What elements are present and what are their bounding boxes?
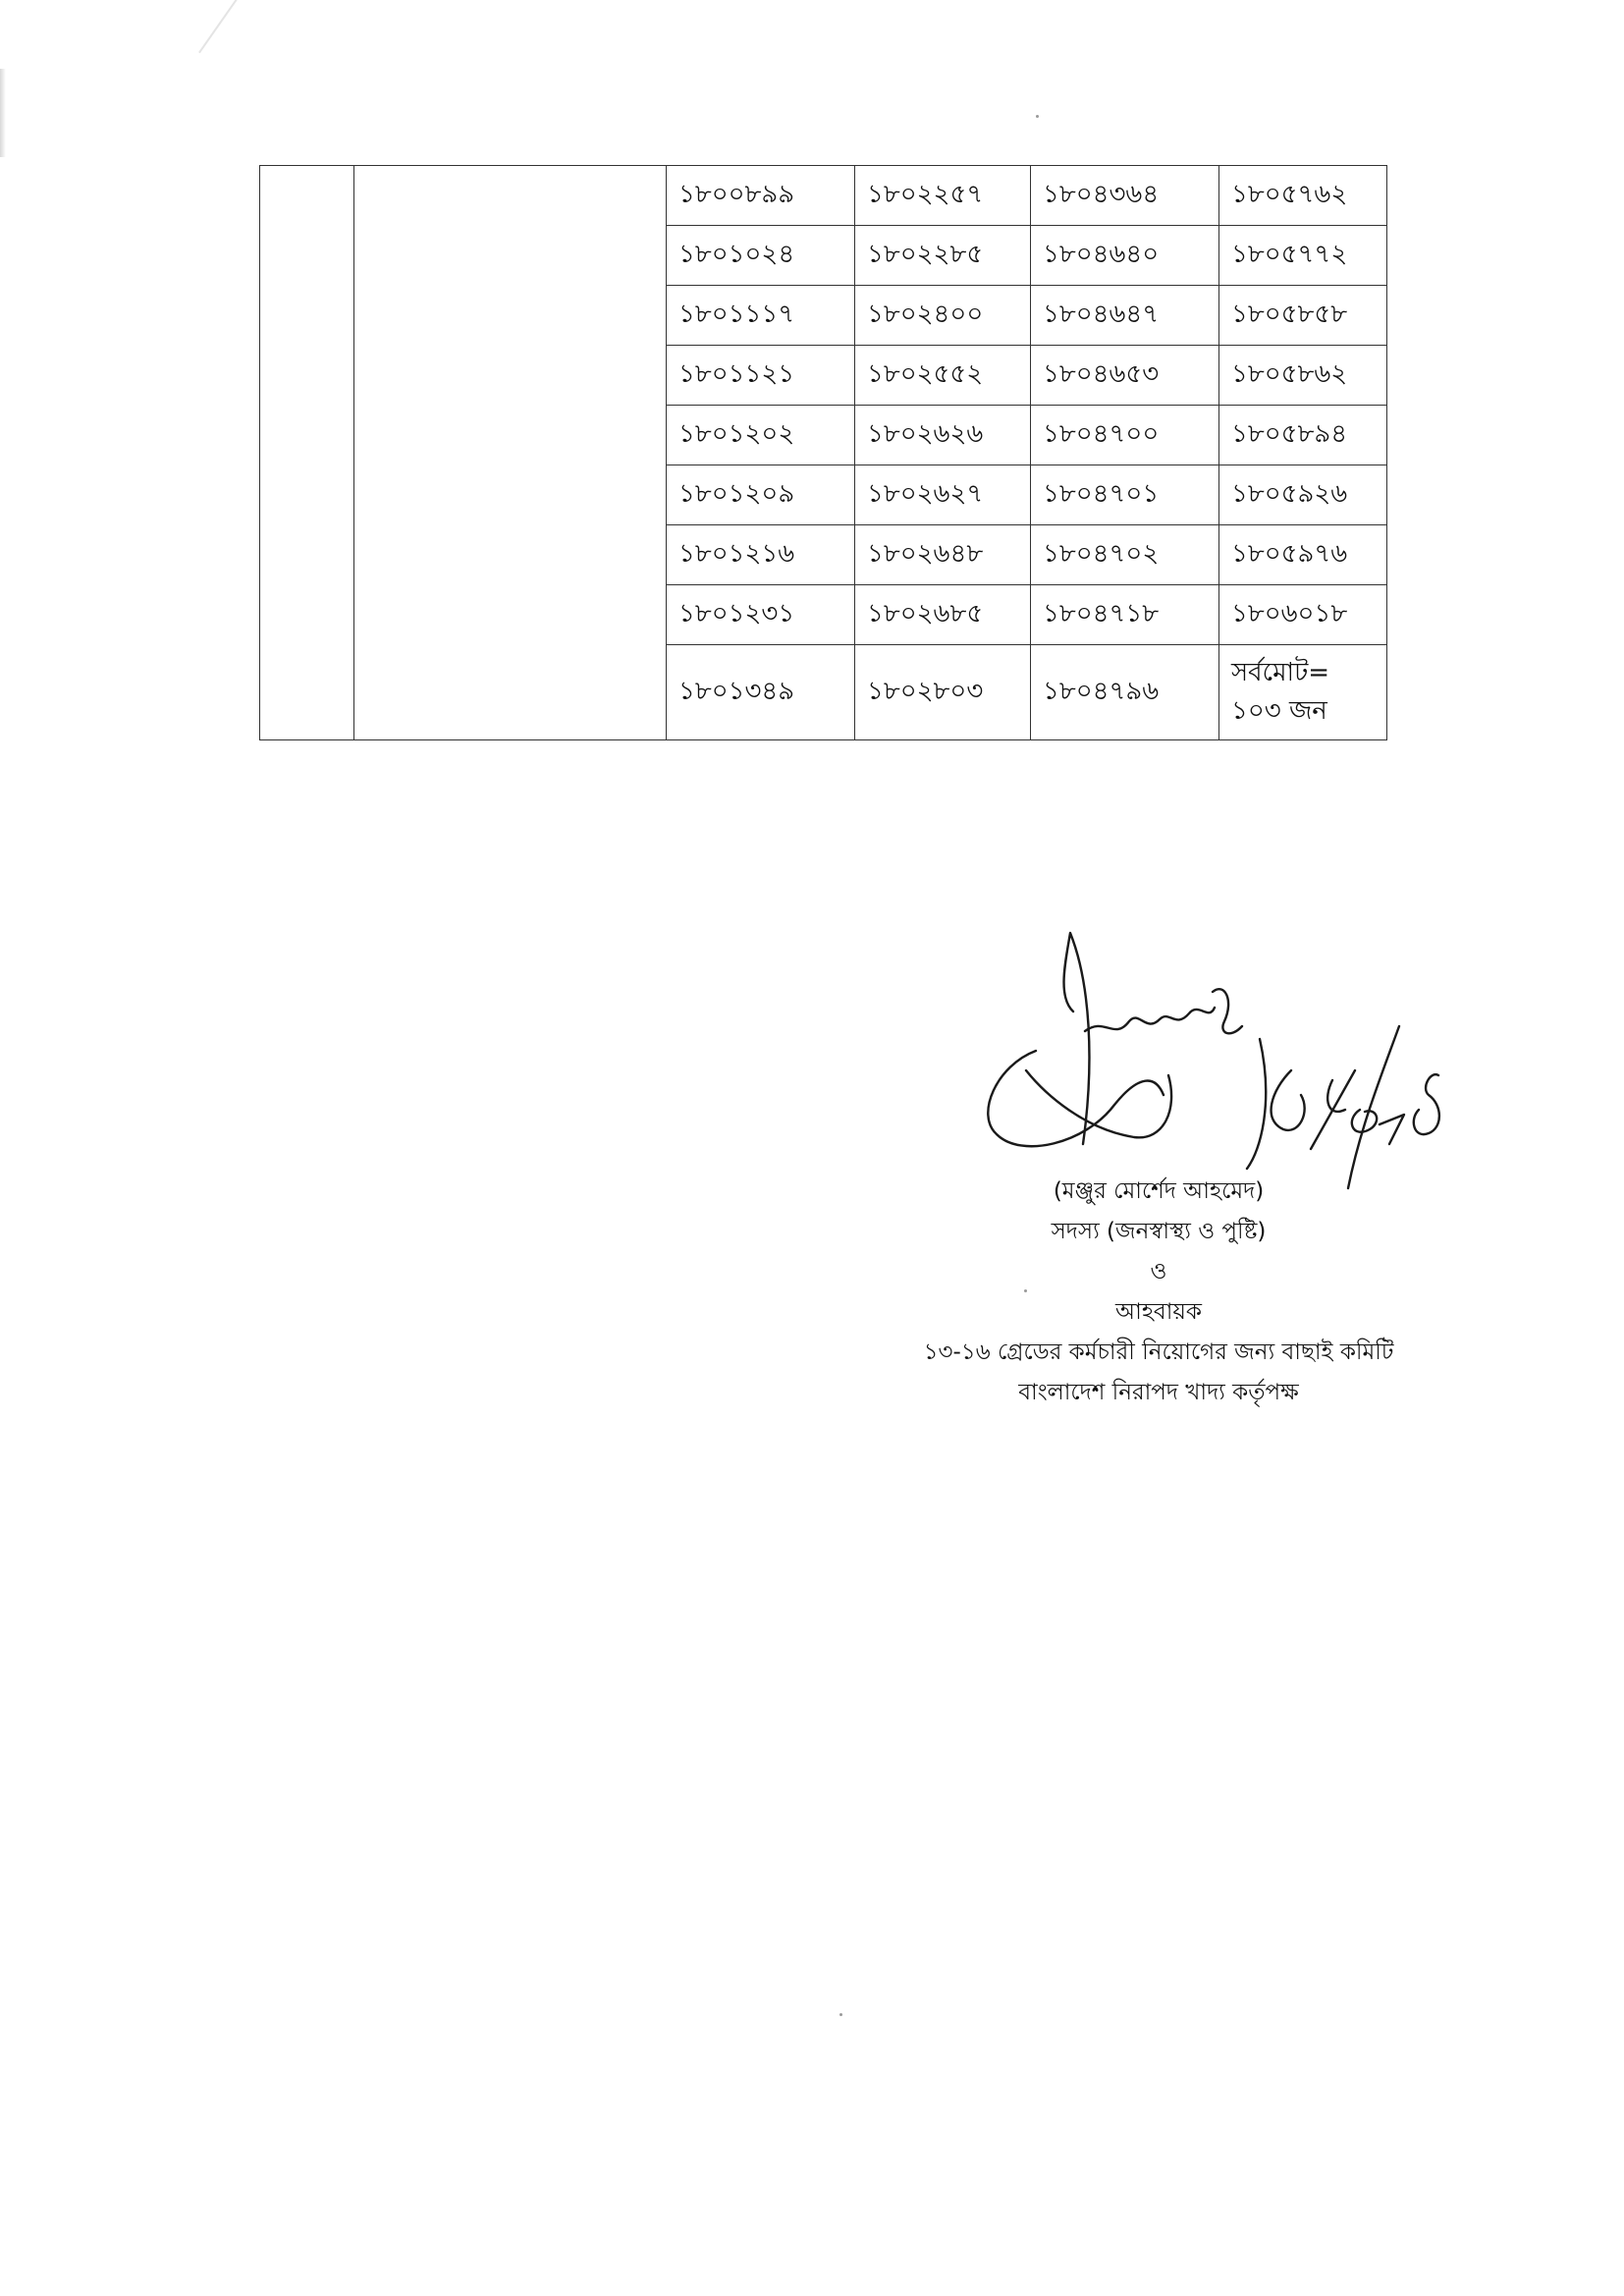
roll-number-cell: ১৮০৪৭০২	[1031, 525, 1219, 585]
roll-number-cell: ১৮০৫৭৭২	[1219, 226, 1387, 286]
organization-name: বাংলাদেশ নিরাপদ খাদ্য কর্তৃপক্ষ	[1018, 1380, 1299, 1405]
signatory-designation: সদস্য (জনস্বাস্থ্য ও পুষ্টি)	[1051, 1219, 1267, 1244]
roll-number-cell: ১৮০২৮০৩	[855, 645, 1031, 740]
scan-speck	[839, 2013, 842, 2016]
roll-number-cell: ১৮০২৪০০	[855, 286, 1031, 346]
scan-speck	[1036, 115, 1039, 118]
roll-number-cell: ১৮০৫৭৬২	[1219, 166, 1387, 226]
roll-number-cell: ১৮০১১১৭	[667, 286, 855, 346]
roll-number-cell: ১৮০৬০১৮	[1219, 585, 1387, 645]
roll-number-cell: ১৮০২৬৮৫	[855, 585, 1031, 645]
roll-number-cell: ১৮০১১২১	[667, 346, 855, 406]
roll-number-cell: ১৮০৫৯২৬	[1219, 465, 1387, 525]
roll-number-cell: ১৮০২৬৪৮	[855, 525, 1031, 585]
roll-number-cell: ১৮০১০২৪	[667, 226, 855, 286]
total-count-cell	[1219, 645, 1387, 740]
total-value: ১০৩ জন	[1231, 696, 1327, 726]
signatory-role: আহবায়ক	[1114, 1299, 1203, 1325]
scan-artifact-line	[198, 0, 240, 53]
roll-number-cell: ১৮০১২১৬	[667, 525, 855, 585]
roll-number-cell: ১৮০৪৩৬৪	[1031, 166, 1219, 226]
roll-number-cell: ১৮০৪৬৪০	[1031, 226, 1219, 286]
roll-number-cell: ১৮০২৫৫২	[855, 346, 1031, 406]
total-label: সর্বমোট=	[1231, 658, 1330, 687]
scan-edge-shadow	[0, 69, 6, 157]
roll-number-cell: ১৮০৫৯৭৬	[1219, 525, 1387, 585]
roll-number-cell: ১৮০২৬২৭	[855, 465, 1031, 525]
roll-number-cell: ১৮০৫৮৬২	[1219, 346, 1387, 406]
signatory-block	[864, 1172, 1453, 1413]
roll-number-cell: ১৮০৪৬৪৭	[1031, 286, 1219, 346]
signatory-conjunction: ও	[1150, 1259, 1167, 1285]
roll-number-cell: ১৮০২২৫৭	[855, 166, 1031, 226]
serial-cell	[260, 166, 354, 740]
roll-number-cell: ১৮০২৬২৬	[855, 406, 1031, 465]
roll-number-cell: ১৮০৫৮৫৮	[1219, 286, 1387, 346]
roll-number-cell: ১৮০০৮৯৯	[667, 166, 855, 226]
roll-number-cell: ১৮০৪৭১৮	[1031, 585, 1219, 645]
post-name-cell	[354, 166, 667, 740]
handwritten-signature	[967, 923, 1458, 1208]
table-row	[260, 166, 1387, 226]
committee-name: ১৩-১৬ গ্রেডের কর্মচারী নিয়োগের জন্য বাছাই কমিটি	[923, 1339, 1394, 1365]
roll-number-cell: ১৮০২২৮৫	[855, 226, 1031, 286]
roll-number-cell: ১৮০১২৩১	[667, 585, 855, 645]
roll-number-cell: ১৮০৫৮৯৪	[1219, 406, 1387, 465]
roll-number-cell: ১৮০৪৭০১	[1031, 465, 1219, 525]
roll-number-cell: ১৮০১২০৯	[667, 465, 855, 525]
signatory-name: (মঞ্জুর মোর্শেদ আহমেদ)	[1053, 1178, 1265, 1204]
roll-number-cell: ১৮০৪৬৫৩	[1031, 346, 1219, 406]
roll-number-table	[259, 165, 1387, 740]
roll-number-cell: ১৮০৪৭৯৬	[1031, 645, 1219, 740]
roll-number-cell: ১৮০১৩৪৯	[667, 645, 855, 740]
roll-number-cell: ১৮০৪৭০০	[1031, 406, 1219, 465]
roll-number-cell: ১৮০১২০২	[667, 406, 855, 465]
